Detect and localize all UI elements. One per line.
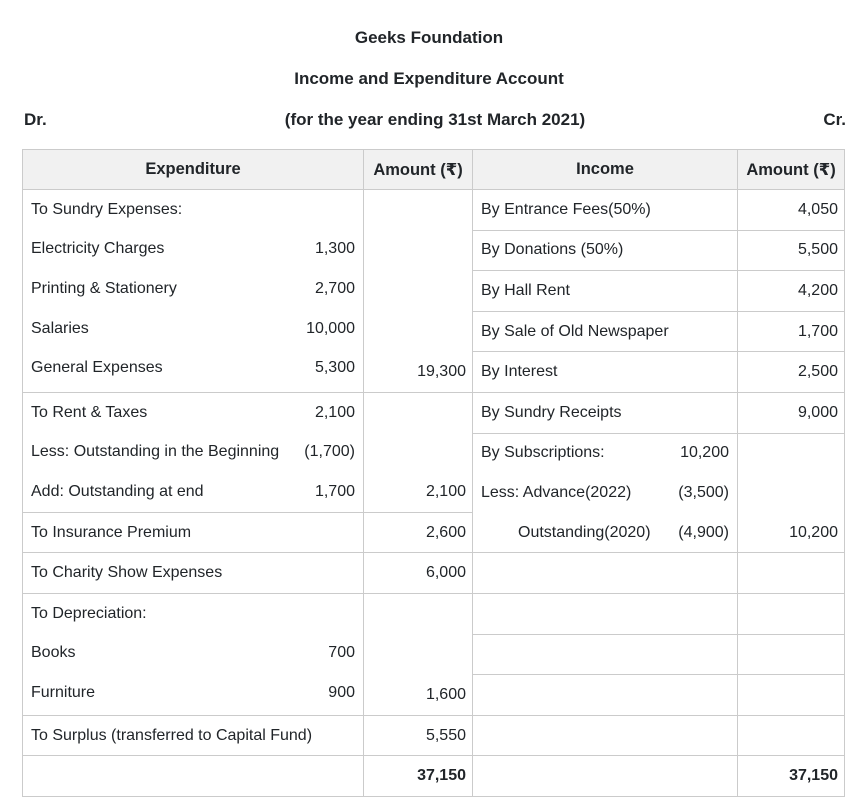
expenditure-label: Add: Outstanding at end — [31, 482, 204, 500]
line-item — [473, 675, 737, 715]
income-amount-value — [738, 553, 844, 593]
income-amount-value — [738, 635, 844, 675]
table-header-row — [23, 150, 845, 190]
income-amount-value: 1,700 — [797, 322, 838, 340]
line-item — [23, 634, 363, 674]
expenditure-sub-amount: 2,700 — [314, 279, 355, 297]
expenditure-sub-amount: (1,700) — [304, 443, 355, 461]
income-amount-value — [738, 594, 844, 634]
income-label: By Interest — [481, 363, 558, 381]
expenditure-amount-value: 6,000 — [425, 564, 466, 582]
expenditure-label: To Insurance Premium — [31, 523, 192, 541]
line-item — [473, 473, 737, 513]
line-item — [473, 231, 737, 271]
line-item — [473, 393, 737, 433]
expenditure-label: Electricity Charges — [31, 240, 165, 258]
expenditure-label: To Rent & Taxes — [31, 403, 148, 421]
income-item — [473, 230, 738, 271]
line-item — [473, 513, 737, 553]
expenditure-label: To Charity Show Expenses — [31, 564, 223, 582]
expenditure-amount — [364, 512, 473, 553]
table-row — [23, 392, 845, 433]
line-item — [23, 513, 363, 553]
expenditure-label: To Depreciation: — [31, 604, 147, 622]
total-income-amount-value: 37,150 — [789, 767, 838, 785]
income-item — [473, 634, 738, 675]
line-item — [473, 716, 737, 756]
line-item — [23, 553, 363, 593]
expenditure-amount-value: 1,600 — [425, 685, 466, 703]
expenditure-amount — [364, 593, 473, 715]
income-label: Outstanding(2020) — [518, 523, 651, 541]
line-item — [23, 433, 363, 473]
income-label: By Sale of Old Newspaper — [481, 322, 669, 340]
income-amount — [738, 190, 845, 231]
line-item — [23, 673, 363, 713]
total-row — [23, 756, 845, 797]
income-label: By Subscriptions: — [481, 444, 605, 462]
table-row — [23, 553, 845, 594]
income-amount — [738, 392, 845, 433]
expenditure-item — [23, 512, 364, 553]
column-header-expenditure: Expenditure — [23, 150, 364, 190]
line-item — [23, 594, 363, 634]
line-item — [473, 434, 737, 474]
expenditure-label: Salaries — [31, 319, 89, 337]
expenditure-sub-amount: 700 — [328, 644, 355, 662]
income-amount — [738, 433, 845, 553]
line-item — [23, 230, 363, 270]
line-item — [23, 348, 363, 388]
expenditure-item — [23, 553, 364, 594]
line-item — [23, 393, 363, 433]
cr-label: Cr. — [823, 110, 846, 129]
expenditure-amount-value: 2,600 — [425, 523, 466, 541]
income-label: By Hall Rent — [481, 281, 570, 299]
line-item — [473, 271, 737, 311]
line-item — [473, 635, 737, 675]
column-header-income: Income — [473, 150, 738, 190]
income-expenditure-table — [22, 149, 845, 797]
income-amount-value: 4,200 — [797, 281, 838, 299]
expenditure-amount — [364, 553, 473, 594]
table-row — [23, 715, 845, 756]
expenditure-sub-amount: 2,100 — [314, 403, 355, 421]
table-row — [23, 190, 845, 231]
income-item — [473, 433, 738, 553]
total-expenditure-amount-value: 37,150 — [417, 767, 466, 785]
income-sub-amount: (3,500) — [678, 483, 729, 501]
line-item — [23, 190, 363, 230]
line-item — [473, 553, 737, 593]
income-amount — [738, 311, 845, 352]
income-label: Less: Advance(2022) — [481, 483, 632, 501]
expenditure-item — [23, 190, 364, 393]
expenditure-amount — [364, 190, 473, 393]
column-header-expenditure-amount: Amount (₹) — [364, 150, 473, 190]
income-item — [473, 190, 738, 231]
income-sub-amount: (4,900) — [678, 523, 729, 541]
line-item — [473, 594, 737, 634]
income-label: By Donations (50%) — [481, 241, 624, 259]
total-income-label — [473, 756, 738, 797]
expenditure-sub-amount: 5,300 — [314, 359, 355, 377]
expenditure-sub-amount: 1,300 — [314, 240, 355, 258]
line-item — [23, 472, 363, 512]
expenditure-sub-amount: 900 — [328, 683, 355, 701]
expenditure-amount-value: 5,550 — [425, 726, 466, 744]
income-amount — [738, 230, 845, 271]
expenditure-label: To Surplus (transferred to Capital Fund) — [31, 726, 313, 744]
income-amount — [738, 675, 845, 716]
income-amount — [738, 715, 845, 756]
income-amount — [738, 634, 845, 675]
table-row — [23, 593, 845, 634]
expenditure-amount — [364, 392, 473, 512]
expenditure-item — [23, 593, 364, 715]
income-sub-amount: 10,200 — [680, 444, 729, 462]
income-item — [473, 593, 738, 634]
income-label: By Entrance Fees(50%) — [481, 200, 651, 218]
income-label: By Sundry Receipts — [481, 403, 622, 421]
line-item — [473, 312, 737, 352]
line-item — [23, 309, 363, 349]
income-item — [473, 715, 738, 756]
income-amount-value: 10,200 — [789, 523, 838, 541]
line-item — [23, 716, 363, 756]
income-item — [473, 675, 738, 716]
column-header-income-amount: Amount (₹) — [738, 150, 845, 190]
income-amount — [738, 352, 845, 393]
income-amount-value: 4,050 — [797, 200, 838, 218]
expenditure-amount-value: 19,300 — [417, 363, 466, 381]
expenditure-label: Books — [31, 644, 76, 662]
income-item — [473, 311, 738, 352]
line-item — [23, 269, 363, 309]
expenditure-amount-value: 2,100 — [425, 482, 466, 500]
expenditure-item — [23, 392, 364, 512]
income-amount — [738, 271, 845, 312]
expenditure-label: Less: Outstanding in the Beginning — [31, 443, 280, 461]
income-amount-value — [738, 675, 844, 715]
total-income-amount — [738, 756, 845, 797]
expenditure-label: General Expenses — [31, 359, 163, 377]
income-amount-value: 2,500 — [797, 363, 838, 381]
income-item — [473, 352, 738, 393]
line-item — [473, 190, 737, 230]
expenditure-sub-amount: 1,700 — [314, 482, 355, 500]
expenditure-amount — [364, 715, 473, 756]
expenditure-label: To Sundry Expenses: — [31, 200, 183, 218]
total-expenditure-amount — [364, 756, 473, 797]
org-title: Geeks Foundation — [354, 28, 504, 47]
expenditure-label: Printing & Stationery — [31, 279, 177, 297]
expenditure-sub-amount: 10,000 — [306, 319, 355, 337]
account-title: Income and Expenditure Account — [294, 69, 564, 88]
income-item — [473, 392, 738, 433]
income-amount — [738, 593, 845, 634]
dr-cr-row — [0, 88, 858, 129]
income-amount-value: 5,500 — [797, 241, 838, 259]
income-amount-value — [738, 716, 844, 756]
income-amount — [738, 553, 845, 594]
total-expenditure-label — [23, 756, 364, 797]
line-item — [473, 352, 737, 392]
period-label: (for the year ending 31st March 2021) — [284, 110, 586, 129]
dr-label: Dr. — [24, 110, 47, 129]
income-item — [473, 271, 738, 312]
income-amount-value: 9,000 — [797, 403, 838, 421]
expenditure-label: Furniture — [31, 683, 96, 701]
expenditure-item — [23, 715, 364, 756]
income-item — [473, 553, 738, 594]
